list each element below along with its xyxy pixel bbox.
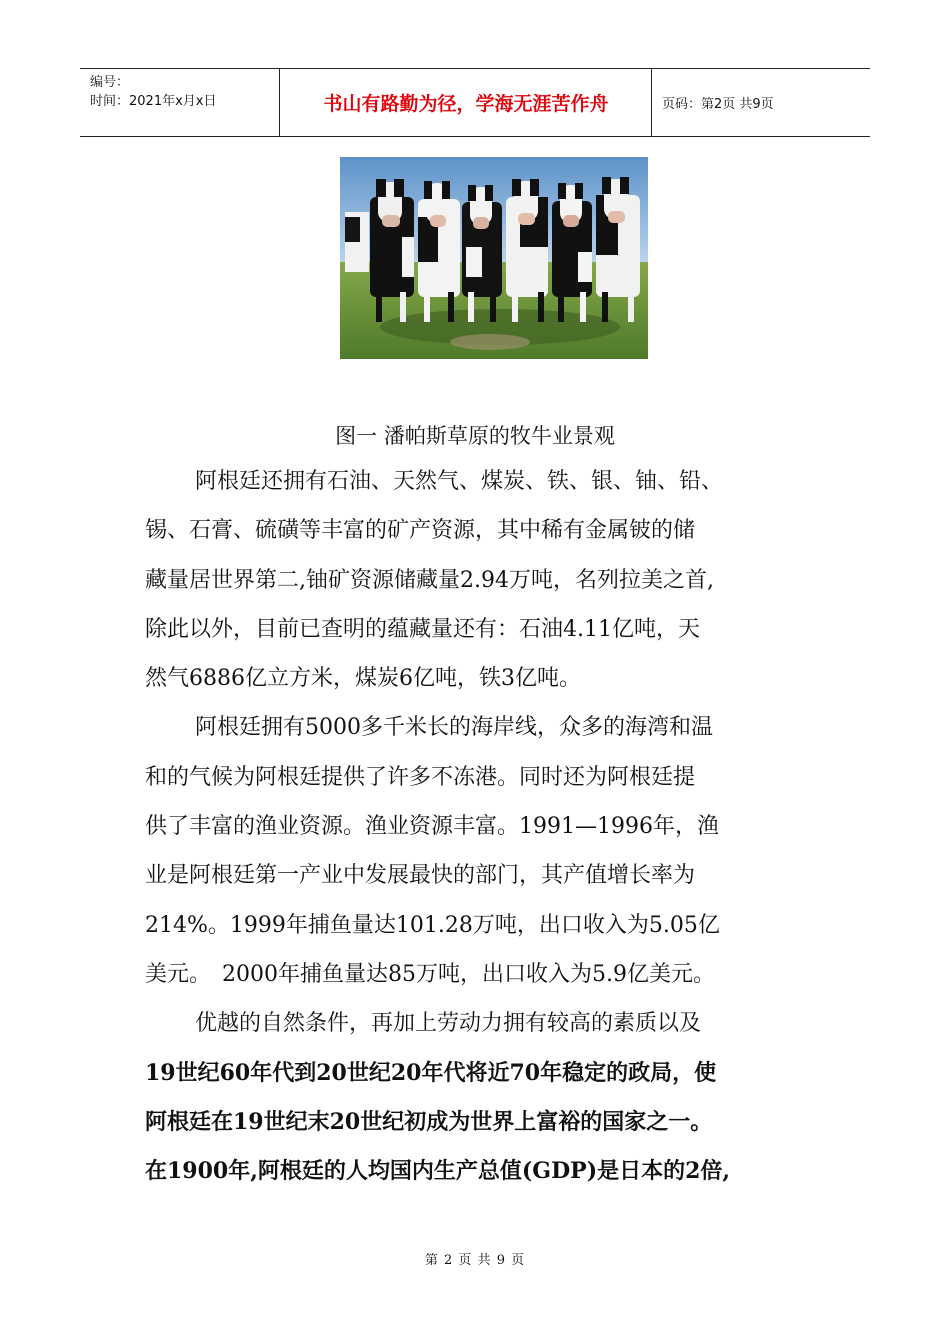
page-footer: 第 2 页 共 9 页 — [424, 1253, 526, 1268]
paragraph-fishery — [145, 703, 810, 752]
document-header — [80, 68, 870, 137]
text-line: 阿根廷还拥有石油、天然气、煤炭、铁、银、铀、铅、 — [195, 469, 724, 494]
time-label: 时间：2021年x月x日 — [90, 94, 217, 109]
text-line: 除此以外，目前已查明的蕴藏量还有：石油4.11亿吨，天 — [145, 616, 700, 642]
paragraph-minerals-cont — [145, 506, 810, 703]
figure-caption: 图一 潘帕斯草原的牧牛业景观 — [335, 424, 615, 448]
header-page-info: 页码：第2页 共9页 — [662, 97, 774, 112]
text-line: 阿根廷拥有5000多千米长的海岸线，众多的海湾和温 — [195, 715, 713, 741]
text-line: 在1900年,阿根廷的人均国内生产总值(GDP)是日本的2倍, — [145, 1158, 731, 1185]
cows-photo — [340, 157, 648, 359]
text-line: 优越的自然条件，再加上劳动力拥有较高的素质以及 — [195, 1011, 702, 1037]
text-line: 然气6886亿立方米，煤炭6亿吨，铁3亿吨。 — [145, 666, 581, 692]
text-line: 美元。 2000年捕鱼量达85万吨，出口收入为5.9亿美元。 — [145, 961, 715, 987]
article-body — [145, 457, 810, 1196]
text-line: 锡、石膏、硫磺等丰富的矿产资源，其中稀有金属铍的储 — [145, 518, 696, 544]
text-line: 阿根廷在19世纪末20世纪初成为世界上富裕的国家之一。 — [145, 1108, 713, 1135]
number-label: 编号： — [90, 75, 130, 90]
text-line: 藏量居世界第二,铀矿资源储藏量2.94万吨，名列拉美之首, — [145, 567, 714, 593]
paragraph-minerals — [145, 457, 810, 506]
paragraph-economy — [145, 999, 810, 1048]
text-line: 供了丰富的渔业资源。渔业资源丰富。1991—1996年，渔 — [145, 814, 719, 840]
header-motto: 书山有路勤为径，学海无涯苦作舟 — [281, 69, 652, 136]
text-line: 业是阿根廷第一产业中发展最快的部门，其产值增长率为 — [145, 863, 696, 889]
paragraph-economy-cont — [145, 1049, 810, 1197]
header-meta — [80, 69, 280, 136]
text-line: 和的气候为阿根廷提供了许多不冻港。同时还为阿根廷提 — [145, 764, 696, 790]
text-line: 214%。1999年捕鱼量达101.28万吨，出口收入为5.05亿 — [145, 912, 720, 938]
text-line: 19世纪60年代到20世纪20年代将近70年稳定的政局，使 — [145, 1059, 717, 1086]
paragraph-fishery-cont — [145, 753, 810, 999]
